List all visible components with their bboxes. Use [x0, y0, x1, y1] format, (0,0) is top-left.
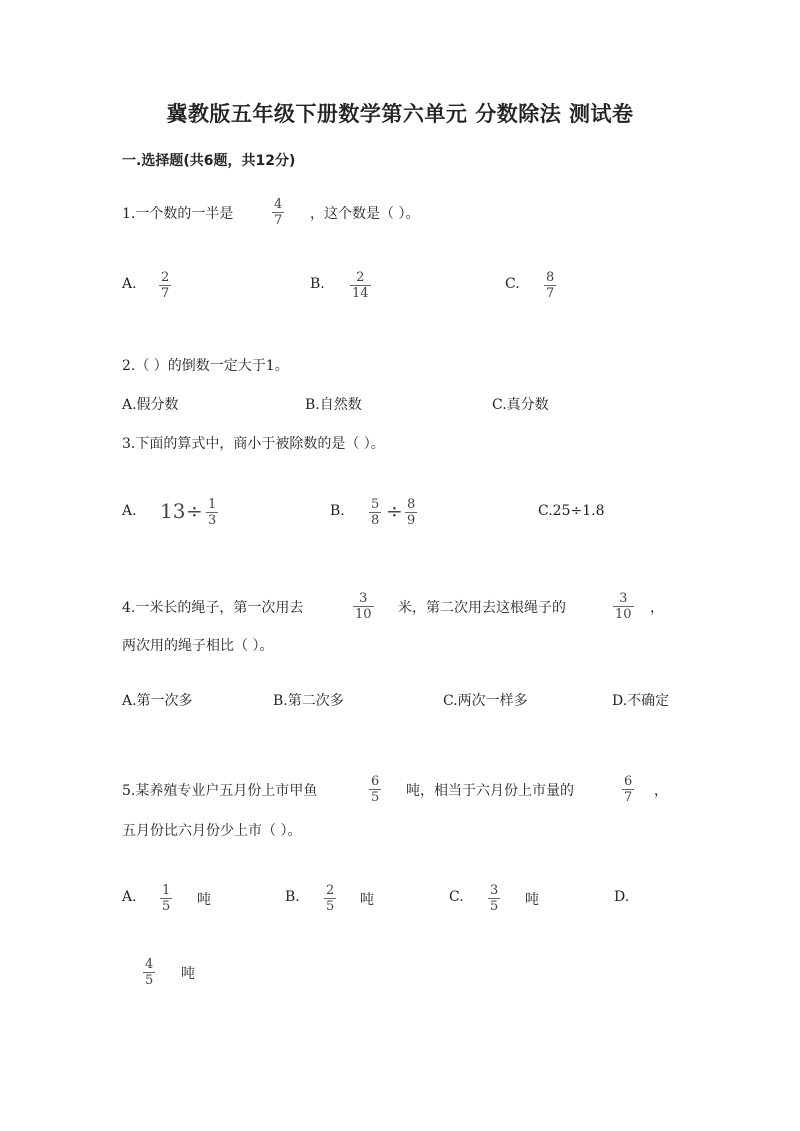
q4-option-b[interactable]: B.第二次多 — [273, 693, 344, 709]
q5-option-c-fraction[interactable] — [488, 883, 500, 914]
q5-option-d-unit: 吨 — [181, 966, 195, 982]
q4-fraction-2 — [613, 591, 634, 622]
q5-option-a-unit: 吨 — [197, 892, 211, 908]
q1-fraction-numerator: 4 — [274, 197, 283, 212]
q3-option-b-denominator-1: 8 — [371, 513, 380, 528]
q4-fraction-1-numerator: 3 — [359, 591, 368, 606]
q5-fraction-1-numerator: 6 — [371, 774, 380, 789]
q5-option-a-label[interactable]: A. — [122, 889, 137, 905]
q3-option-a-whole: 13 — [160, 499, 186, 523]
q1-option-c-fraction[interactable] — [544, 270, 556, 301]
q4-fraction-1 — [353, 591, 374, 622]
q3-option-a-numerator: 1 — [208, 497, 217, 512]
q5-option-b-numerator: 2 — [326, 883, 335, 898]
q3-option-b-denominator-2: 9 — [407, 513, 416, 528]
section-heading: 一.选择题(共6题，共12分) — [122, 153, 296, 169]
q5-option-c-unit: 吨 — [525, 892, 539, 908]
q3-option-a-denominator: 3 — [208, 513, 217, 528]
q1-text-start: 1.一个数的一半是 — [122, 206, 234, 222]
q1-option-c-label[interactable]: C. — [505, 276, 520, 292]
q4-text-middle: 米，第二次用去这根绳子的 — [398, 600, 566, 616]
q1-fraction — [272, 197, 284, 228]
q4-option-c[interactable]: C.两次一样多 — [443, 693, 528, 709]
q5-option-b-fraction[interactable] — [324, 883, 336, 914]
q1-fraction-denominator: 7 — [274, 213, 283, 228]
q3-option-b-fraction-1 — [369, 497, 381, 528]
q3-option-b-numerator-2: 8 — [407, 497, 416, 512]
q5-option-d-denominator: 5 — [145, 973, 154, 988]
q1-option-b-fraction[interactable] — [350, 270, 371, 301]
q4-fraction-1-denominator: 10 — [355, 607, 372, 622]
q5-option-c-denominator: 5 — [490, 899, 499, 914]
q5-option-b-unit: 吨 — [360, 892, 374, 908]
q3-option-a-fraction — [206, 497, 218, 528]
q1-option-a-numerator: 2 — [161, 270, 170, 285]
q5-text-end: ， — [654, 783, 668, 799]
q2-text: 2.（ ）的倒数一定大于1。 — [122, 358, 289, 374]
q5-option-c-label[interactable]: C. — [449, 889, 464, 905]
q4-text-start: 4.一米长的绳子，第一次用去 — [122, 600, 304, 616]
q5-fraction-2-numerator: 6 — [624, 774, 633, 789]
q3-option-b-numerator-1: 5 — [371, 497, 380, 512]
q5-text-middle: 吨，相当于六月份上市量的 — [406, 783, 574, 799]
q2-option-c[interactable]: C.真分数 — [492, 397, 549, 413]
q5-fraction-1 — [369, 774, 381, 805]
q1-text-end: ，这个数是（ ）。 — [310, 206, 420, 222]
q2-option-a[interactable]: A.假分数 — [122, 397, 179, 413]
q5-option-b-denominator: 5 — [326, 899, 335, 914]
q3-option-b-label[interactable]: B. — [330, 503, 345, 519]
q5-option-c-numerator: 3 — [490, 883, 499, 898]
page-title: 冀教版五年级下册数学第六单元 分数除法 测试卷 — [166, 102, 634, 126]
q3-option-b-divide-sign: ÷ — [386, 499, 403, 523]
q1-option-b-label[interactable]: B. — [310, 276, 325, 292]
q4-option-a[interactable]: A.第一次多 — [122, 693, 193, 709]
q5-fraction-2-denominator: 7 — [624, 790, 633, 805]
q4-fraction-2-numerator: 3 — [619, 591, 628, 606]
q5-option-b-label[interactable]: B. — [285, 889, 300, 905]
q5-option-d-numerator: 4 — [145, 957, 154, 972]
q3-text: 3.下面的算式中，商小于被除数的是（ ）。 — [122, 436, 385, 452]
q3-option-c[interactable]: C.25÷1.8 — [538, 503, 605, 519]
q1-option-c-denominator: 7 — [546, 286, 555, 301]
q1-option-a-fraction[interactable] — [159, 270, 171, 301]
q1-option-b-numerator: 2 — [356, 270, 365, 285]
q5-option-d-fraction[interactable] — [143, 957, 155, 988]
q3-option-a-label[interactable]: A. — [122, 503, 137, 519]
q1-option-a-label[interactable]: A. — [122, 276, 137, 292]
q5-option-a-numerator: 1 — [162, 883, 171, 898]
q4-option-d[interactable]: D.不确定 — [612, 693, 670, 709]
q4-text-line-2: 两次用的绳子相比（ ）。 — [122, 638, 274, 654]
q5-fraction-1-denominator: 5 — [371, 790, 380, 805]
q3-option-b-fraction-2 — [405, 497, 417, 528]
q1-option-c-numerator: 8 — [546, 270, 555, 285]
q5-option-d-label[interactable]: D. — [614, 889, 630, 905]
q1-option-b-denominator: 14 — [352, 286, 369, 301]
q2-option-b[interactable]: B.自然数 — [305, 397, 362, 413]
q4-text-end: ， — [650, 600, 664, 616]
q4-fraction-2-denominator: 10 — [615, 607, 632, 622]
q1-option-a-denominator: 7 — [161, 286, 170, 301]
q5-text-start: 5.某养殖专业户五月份上市甲鱼 — [122, 783, 318, 799]
q5-fraction-2 — [622, 774, 634, 805]
q5-text-line-2: 五月份比六月份少上市（ ）。 — [122, 823, 302, 839]
q3-option-a-divide-sign: ÷ — [186, 499, 203, 523]
q5-option-a-denominator: 5 — [162, 899, 171, 914]
q5-option-a-fraction[interactable] — [160, 883, 172, 914]
